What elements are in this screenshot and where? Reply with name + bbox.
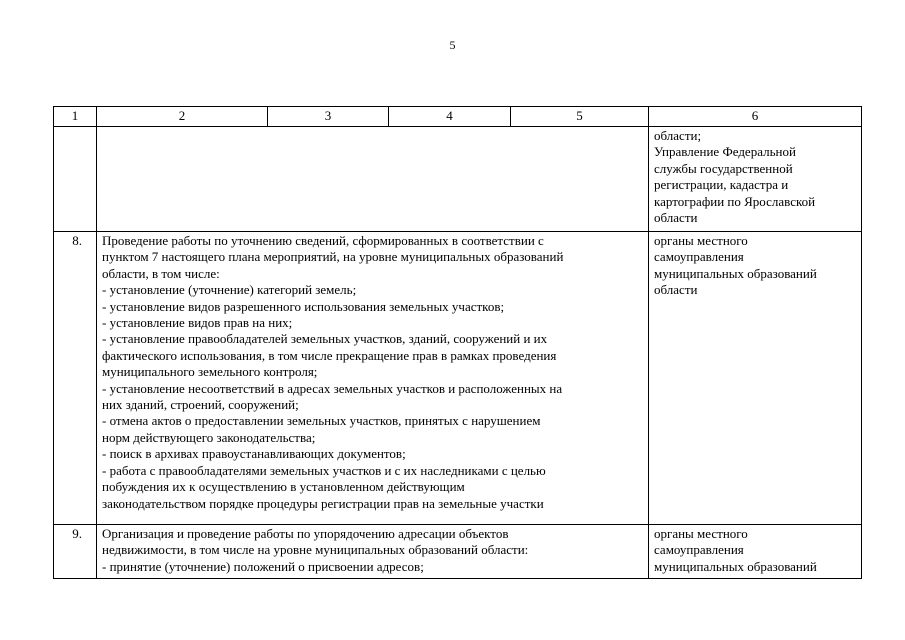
description-line: Проведение работы по уточнению сведений, сформированных в соответствии с	[102, 233, 544, 248]
responsible-line: муниципальных образований	[654, 265, 817, 281]
column-header: 2	[97, 107, 268, 127]
description-line: - работа с правообладателями земельных участков и с их наследниками с целью	[102, 462, 546, 478]
plan-table	[53, 106, 862, 579]
row-number-cell: 8.	[54, 232, 97, 525]
column-header: 1	[54, 107, 97, 127]
table-row	[54, 232, 862, 525]
responsible-line: Управление Федеральной	[654, 144, 796, 160]
column-header: 4	[389, 107, 511, 127]
description-line: фактического использования, в том числе прекращение прав в рамках проведения	[102, 347, 557, 363]
responsible-line: картографии по Ярославской	[654, 193, 816, 209]
responsible-line: органы местного	[654, 233, 748, 248]
row-number-cell: 9.	[54, 525, 97, 579]
description-line: Организация и проведение работы по упорядочению адресации объектов	[102, 526, 509, 541]
column-header: 3	[268, 107, 389, 127]
table-row	[54, 525, 862, 579]
description-line: области, в том числе:	[102, 265, 220, 281]
responsible-line: регистрации, кадастра и	[654, 177, 789, 193]
description-line: норм действующего законодательства;	[102, 429, 316, 445]
description-line: недвижимости, в том числе на уровне муниципальных образований области:	[102, 542, 529, 558]
description-line: них зданий, строений, сооружений;	[102, 397, 299, 413]
page-number: 5	[449, 38, 456, 52]
responsible-cell	[649, 127, 862, 232]
description-cell	[97, 525, 649, 579]
responsible-cell	[649, 525, 862, 579]
table-row	[54, 127, 862, 232]
description-line: побуждения их к осуществлению в установленном действующим	[102, 479, 465, 495]
description-line: - установление правообладателей земельных участков, зданий, сооружений и их	[102, 331, 548, 347]
table-header-row	[54, 107, 862, 127]
description-line: - отмена актов о предоставлении земельных участков, принятых с нарушением	[102, 413, 541, 429]
description-line: - установление несоответствий в адресах земельных участков и расположенных на	[102, 380, 563, 396]
responsible-line: области;	[654, 128, 702, 143]
responsible-line: самоуправления	[654, 249, 744, 265]
description-line: - поиск в архивах правоустанавливающих документов;	[102, 446, 406, 462]
responsible-line: области	[654, 282, 698, 298]
description-line: - установление (уточнение) категорий земель;	[102, 282, 357, 298]
description-cell	[97, 232, 649, 525]
column-header: 6	[649, 107, 862, 127]
description-line: - принятие (уточнение) положений о присвоении адресов;	[102, 558, 424, 574]
responsible-line: службы государственной	[654, 160, 793, 176]
row-number-cell	[54, 127, 97, 232]
description-line: - установление видов разрешенного использования земельных участков;	[102, 298, 505, 314]
column-header: 5	[511, 107, 649, 127]
responsible-line: органы местного	[654, 526, 748, 541]
description-line: законодательством порядке процедуры регистрации прав на земельные участки	[102, 495, 544, 511]
responsible-line: самоуправления	[654, 542, 744, 558]
responsible-line: области	[654, 210, 698, 226]
description-line: - установление видов прав на них;	[102, 315, 293, 331]
description-cell	[97, 127, 649, 232]
responsible-cell	[649, 232, 862, 525]
responsible-line: муниципальных образований	[654, 558, 817, 574]
description-line: пунктом 7 настоящего плана мероприятий, на уровне муниципальных образований	[102, 249, 564, 265]
description-line: муниципального земельного контроля;	[102, 364, 318, 380]
